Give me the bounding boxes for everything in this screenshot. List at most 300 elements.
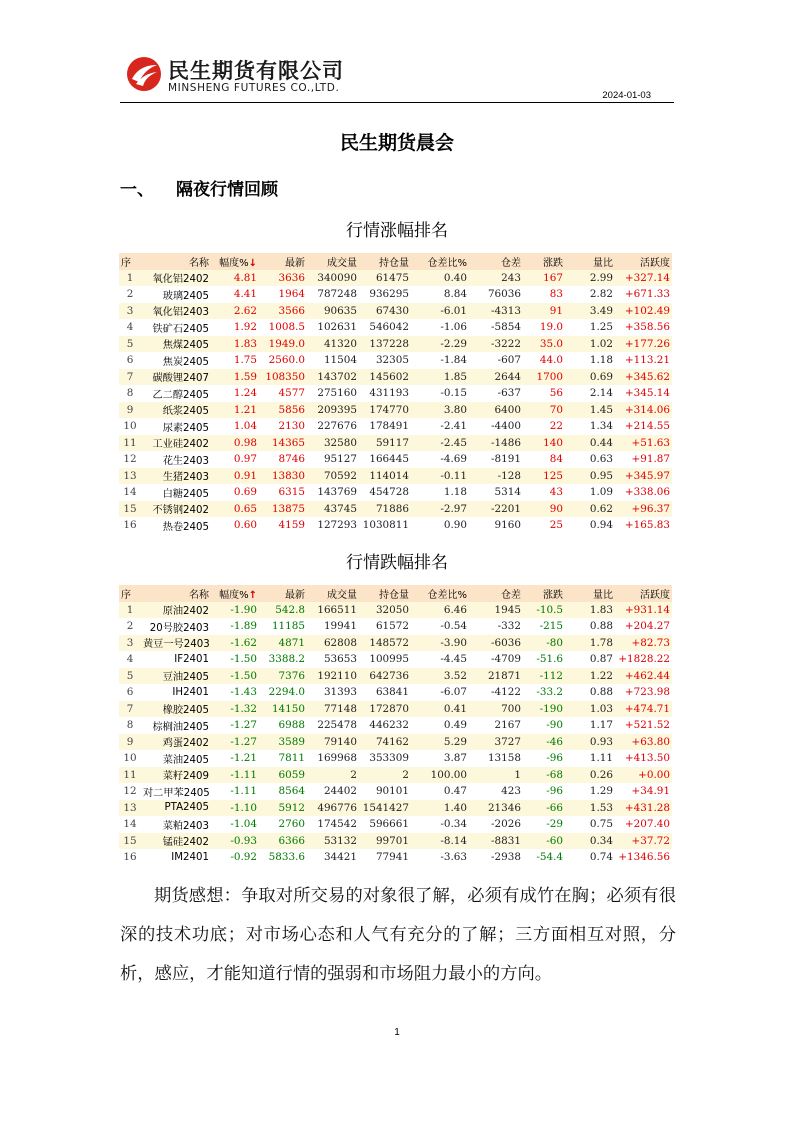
row-oi-diff: 243: [469, 270, 523, 287]
row-oi-diff: -128: [469, 468, 523, 485]
row-oi-diff-ratio: -0.15: [411, 385, 469, 402]
row-change: -33.2: [523, 684, 565, 701]
row-seq: 8: [119, 717, 141, 734]
row-volume: 209395: [307, 402, 359, 419]
row-volume: 102631: [307, 319, 359, 336]
row-latest: 14150: [259, 701, 307, 718]
table-row[interactable]: [119, 767, 672, 784]
row-volume-ratio: 0.26: [565, 767, 615, 784]
col-latest[interactable]: 最新: [259, 585, 307, 602]
row-oi-diff-ratio: -6.01: [411, 303, 469, 320]
row-activity: +34.91: [615, 783, 672, 800]
row-change-pct: 4.81: [211, 270, 259, 287]
row-oi-diff-ratio: 3.52: [411, 668, 469, 685]
row-name: IF2401: [141, 651, 211, 668]
row-seq: 9: [119, 402, 141, 419]
col-name[interactable]: 名称: [141, 253, 211, 270]
row-latest: 6366: [259, 833, 307, 850]
row-change: -46: [523, 734, 565, 751]
table-row[interactable]: [119, 319, 672, 336]
row-oi-diff-ratio: -2.97: [411, 501, 469, 518]
row-oi-diff: -2026: [469, 816, 523, 833]
row-change-pct: 0.98: [211, 435, 259, 452]
row-latest: 2130: [259, 418, 307, 435]
row-name: 氧化铝2402: [141, 270, 211, 287]
table-row[interactable]: [119, 352, 672, 369]
col-name[interactable]: 名称: [141, 585, 211, 602]
row-volume-ratio: 3.49: [565, 303, 615, 320]
row-seq: 14: [119, 816, 141, 833]
row-volume-ratio: 1.45: [565, 402, 615, 419]
section-number: 一、: [120, 180, 154, 200]
row-oi-diff: -4313: [469, 303, 523, 320]
row-volume: 43745: [307, 501, 359, 518]
row-name: 焦炭2405: [141, 352, 211, 369]
row-latest: 5833.6: [259, 849, 307, 866]
row-name: 碳酸锂2407: [141, 369, 211, 386]
row-volume-ratio: 0.75: [565, 816, 615, 833]
row-change: -80: [523, 635, 565, 652]
row-open-interest: 1541427: [359, 800, 411, 817]
row-seq: 4: [119, 651, 141, 668]
row-open-interest: 936295: [359, 286, 411, 303]
col-open-interest[interactable]: 持仓量: [359, 253, 411, 270]
row-change: -66: [523, 800, 565, 817]
company-name-en: MINSHENG FUTURES CO.,LTD.: [168, 82, 340, 94]
row-change-pct: 1.59: [211, 369, 259, 386]
row-latest: 6988: [259, 717, 307, 734]
row-oi-diff-ratio: 6.46: [411, 602, 469, 619]
row-open-interest: 446232: [359, 717, 411, 734]
row-activity: +91.87: [615, 451, 672, 468]
row-open-interest: 642736: [359, 668, 411, 685]
row-open-interest: 32050: [359, 602, 411, 619]
table-row[interactable]: [119, 833, 672, 850]
row-name: 生猪2403: [141, 468, 211, 485]
losers-table-title: 行情跌幅排名: [346, 553, 448, 573]
table-row[interactable]: [119, 800, 672, 817]
row-oi-diff: 423: [469, 783, 523, 800]
row-volume: 53653: [307, 651, 359, 668]
losers-table: [119, 585, 672, 866]
row-seq: 13: [119, 468, 141, 485]
row-change-pct: -1.21: [211, 750, 259, 767]
table-row[interactable]: [119, 451, 672, 468]
row-volume: 70592: [307, 468, 359, 485]
row-name: IM2401: [141, 849, 211, 866]
row-change-pct: -0.92: [211, 849, 259, 866]
row-volume-ratio: 1.22: [565, 668, 615, 685]
row-latest: 8564: [259, 783, 307, 800]
table-row[interactable]: [119, 385, 672, 402]
row-latest: 1008.5: [259, 319, 307, 336]
row-open-interest: 114014: [359, 468, 411, 485]
row-change: 167: [523, 270, 565, 287]
row-open-interest: 353309: [359, 750, 411, 767]
row-seq: 6: [119, 352, 141, 369]
table-row[interactable]: [119, 517, 672, 534]
row-volume-ratio: 1.25: [565, 319, 615, 336]
row-activity: +314.06: [615, 402, 672, 419]
row-volume-ratio: 0.94: [565, 517, 615, 534]
row-open-interest: 61475: [359, 270, 411, 287]
row-open-interest: 100995: [359, 651, 411, 668]
row-change-pct: 0.65: [211, 501, 259, 518]
table-row[interactable]: [119, 501, 672, 518]
row-name: 铁矿石2405: [141, 319, 211, 336]
row-change: 140: [523, 435, 565, 452]
row-latest: 3636: [259, 270, 307, 287]
table-row[interactable]: [119, 402, 672, 419]
row-oi-diff: -4709: [469, 651, 523, 668]
row-change: -215: [523, 618, 565, 635]
row-latest: 6315: [259, 484, 307, 501]
col-seq[interactable]: 序: [119, 585, 141, 602]
table-row[interactable]: [119, 468, 672, 485]
table-row[interactable]: [119, 750, 672, 767]
table-row[interactable]: [119, 369, 672, 386]
row-name: 豆油2405: [141, 668, 211, 685]
row-volume-ratio: 1.78: [565, 635, 615, 652]
row-change-pct: 1.24: [211, 385, 259, 402]
row-change: 1700: [523, 369, 565, 386]
row-oi-diff-ratio: -1.06: [411, 319, 469, 336]
row-seq: 8: [119, 385, 141, 402]
row-oi-diff: -3222: [469, 336, 523, 353]
row-name: 花生2403: [141, 451, 211, 468]
row-activity: +723.98: [615, 684, 672, 701]
row-oi-diff-ratio: 0.90: [411, 517, 469, 534]
row-volume: 227676: [307, 418, 359, 435]
row-volume: 174542: [307, 816, 359, 833]
row-latest: 1949.0: [259, 336, 307, 353]
row-oi-diff: -4122: [469, 684, 523, 701]
row-oi-diff: -8831: [469, 833, 523, 850]
row-seq: 11: [119, 767, 141, 784]
row-change-pct: 1.04: [211, 418, 259, 435]
row-volume: 77148: [307, 701, 359, 718]
row-volume-ratio: 1.34: [565, 418, 615, 435]
row-oi-diff-ratio: 0.41: [411, 701, 469, 718]
col-change-pct-label: 幅度%: [219, 589, 249, 601]
table-row[interactable]: [119, 668, 672, 685]
col-activity[interactable]: 活跃度: [615, 253, 672, 270]
row-activity: +165.83: [615, 517, 672, 534]
col-oi-diff[interactable]: 仓差: [469, 253, 523, 270]
row-latest: 7376: [259, 668, 307, 685]
row-volume: 11504: [307, 352, 359, 369]
row-volume: 787248: [307, 286, 359, 303]
row-change-pct: 1.75: [211, 352, 259, 369]
row-seq: 12: [119, 451, 141, 468]
row-change: 125: [523, 468, 565, 485]
row-volume-ratio: 0.95: [565, 468, 615, 485]
row-change: 22: [523, 418, 565, 435]
row-name: PTA2405: [141, 800, 211, 817]
row-change: 44.0: [523, 352, 565, 369]
row-change-pct: -1.89: [211, 618, 259, 635]
row-activity: +177.26: [615, 336, 672, 353]
row-open-interest: 178491: [359, 418, 411, 435]
row-activity: +431.28: [615, 800, 672, 817]
row-change: 43: [523, 484, 565, 501]
row-volume-ratio: 0.34: [565, 833, 615, 850]
table-row[interactable]: [119, 701, 672, 718]
row-oi-diff: 700: [469, 701, 523, 718]
row-change-pct: -1.11: [211, 767, 259, 784]
table-row[interactable]: [119, 734, 672, 751]
row-oi-diff: 1945: [469, 602, 523, 619]
row-name: IH2401: [141, 684, 211, 701]
row-latest: 7811: [259, 750, 307, 767]
row-change: -96: [523, 750, 565, 767]
row-volume-ratio: 2.82: [565, 286, 615, 303]
row-seq: 15: [119, 833, 141, 850]
row-activity: +1828.22: [615, 651, 672, 668]
col-volume[interactable]: 成交量: [307, 585, 359, 602]
col-volume-ratio[interactable]: 量比: [565, 253, 615, 270]
col-open-interest[interactable]: 持仓量: [359, 585, 411, 602]
row-oi-diff: 13158: [469, 750, 523, 767]
header-date: 2024-01-03: [602, 90, 651, 101]
row-activity: +345.14: [615, 385, 672, 402]
row-open-interest: 2: [359, 767, 411, 784]
row-volume: 340090: [307, 270, 359, 287]
row-open-interest: 148572: [359, 635, 411, 652]
row-volume: 169968: [307, 750, 359, 767]
row-change-pct: 4.41: [211, 286, 259, 303]
row-seq: 13: [119, 800, 141, 817]
row-volume: 225478: [307, 717, 359, 734]
row-seq: 1: [119, 270, 141, 287]
table-row[interactable]: [119, 270, 672, 287]
row-oi-diff-ratio: -4.69: [411, 451, 469, 468]
col-volume-ratio[interactable]: 量比: [565, 585, 615, 602]
gainers-table: [119, 253, 672, 534]
row-volume-ratio: 0.74: [565, 849, 615, 866]
row-name: 对二甲苯2405: [141, 783, 211, 800]
row-open-interest: 32305: [359, 352, 411, 369]
table-row[interactable]: [119, 783, 672, 800]
company-logo: [126, 56, 366, 100]
row-volume-ratio: 0.62: [565, 501, 615, 518]
table-row[interactable]: [119, 849, 672, 866]
table-row[interactable]: [119, 684, 672, 701]
col-change-pct[interactable]: [211, 585, 259, 602]
table-row[interactable]: [119, 635, 672, 652]
row-activity: +204.27: [615, 618, 672, 635]
table-row[interactable]: [119, 618, 672, 635]
row-oi-diff-ratio: -0.34: [411, 816, 469, 833]
row-volume: 90635: [307, 303, 359, 320]
row-change-pct: -1.43: [211, 684, 259, 701]
row-volume-ratio: 2.99: [565, 270, 615, 287]
row-oi-diff-ratio: 1.18: [411, 484, 469, 501]
row-change-pct: 0.69: [211, 484, 259, 501]
table-row[interactable]: [119, 435, 672, 452]
row-activity: +413.50: [615, 750, 672, 767]
table-header-row: [119, 253, 672, 270]
row-volume: 2: [307, 767, 359, 784]
row-open-interest: 172870: [359, 701, 411, 718]
row-latest: 3589: [259, 734, 307, 751]
col-seq[interactable]: 序: [119, 253, 141, 270]
row-oi-diff-ratio: 1.85: [411, 369, 469, 386]
row-oi-diff: -5854: [469, 319, 523, 336]
row-oi-diff: -637: [469, 385, 523, 402]
table-row[interactable]: [119, 816, 672, 833]
row-volume: 143769: [307, 484, 359, 501]
col-activity[interactable]: 活跃度: [615, 585, 672, 602]
row-activity: +345.62: [615, 369, 672, 386]
row-seq: 1: [119, 602, 141, 619]
row-latest: 2760: [259, 816, 307, 833]
row-name: 尿素2405: [141, 418, 211, 435]
table-row[interactable]: [119, 602, 672, 619]
row-oi-diff: 3727: [469, 734, 523, 751]
row-change: 19.0: [523, 319, 565, 336]
row-change: -60: [523, 833, 565, 850]
col-change-pct[interactable]: [211, 253, 259, 270]
row-oi-diff: -2201: [469, 501, 523, 518]
row-seq: 3: [119, 303, 141, 320]
row-oi-diff-ratio: 0.47: [411, 783, 469, 800]
row-volume-ratio: 0.88: [565, 684, 615, 701]
row-seq: 7: [119, 369, 141, 386]
row-oi-diff-ratio: 100.00: [411, 767, 469, 784]
row-activity: +462.44: [615, 668, 672, 685]
row-volume: 192110: [307, 668, 359, 685]
page-number: 1: [394, 1027, 400, 1038]
row-latest: 13830: [259, 468, 307, 485]
row-oi-diff-ratio: -4.45: [411, 651, 469, 668]
row-open-interest: 174770: [359, 402, 411, 419]
row-oi-diff-ratio: 3.80: [411, 402, 469, 419]
row-activity: +474.71: [615, 701, 672, 718]
row-volume-ratio: 1.29: [565, 783, 615, 800]
minsheng-logo-icon: [126, 56, 162, 92]
row-oi-diff: 2167: [469, 717, 523, 734]
row-volume-ratio: 1.03: [565, 701, 615, 718]
row-oi-diff: -332: [469, 618, 523, 635]
row-open-interest: 67430: [359, 303, 411, 320]
row-volume-ratio: 1.11: [565, 750, 615, 767]
row-name: 焦煤2405: [141, 336, 211, 353]
row-seq: 2: [119, 618, 141, 635]
row-oi-diff-ratio: -3.63: [411, 849, 469, 866]
row-change: 91: [523, 303, 565, 320]
col-volume[interactable]: 成交量: [307, 253, 359, 270]
row-seq: 10: [119, 750, 141, 767]
row-seq: 2: [119, 286, 141, 303]
row-seq: 12: [119, 783, 141, 800]
table-row[interactable]: [119, 286, 672, 303]
row-activity: +1346.56: [615, 849, 672, 866]
row-change-pct: 1.92: [211, 319, 259, 336]
row-activity: +338.06: [615, 484, 672, 501]
row-name: 锰硅2402: [141, 833, 211, 850]
row-volume-ratio: 1.18: [565, 352, 615, 369]
row-change-pct: -1.10: [211, 800, 259, 817]
row-change: -96: [523, 783, 565, 800]
row-oi-diff: -1486: [469, 435, 523, 452]
col-oi-diff[interactable]: 仓差: [469, 585, 523, 602]
row-activity: +327.14: [615, 270, 672, 287]
row-volume: 62808: [307, 635, 359, 652]
row-latest: 14365: [259, 435, 307, 452]
table-row[interactable]: [119, 303, 672, 320]
row-change-pct: -1.11: [211, 783, 259, 800]
row-seq: 7: [119, 701, 141, 718]
row-open-interest: 137228: [359, 336, 411, 353]
row-activity: +96.37: [615, 501, 672, 518]
row-name: 氧化铝2403: [141, 303, 211, 320]
table-row[interactable]: [119, 717, 672, 734]
row-change-pct: 1.83: [211, 336, 259, 353]
row-oi-diff-ratio: 1.40: [411, 800, 469, 817]
document-title: 民生期货晨会: [339, 132, 454, 154]
row-change: 56: [523, 385, 565, 402]
gainers-table-title: 行情涨幅排名: [346, 221, 448, 241]
row-oi-diff: 6400: [469, 402, 523, 419]
row-open-interest: 61572: [359, 618, 411, 635]
row-oi-diff: 9160: [469, 517, 523, 534]
row-oi-diff-ratio: -2.29: [411, 336, 469, 353]
row-activity: +521.52: [615, 717, 672, 734]
row-volume: 127293: [307, 517, 359, 534]
row-name: 工业硅2402: [141, 435, 211, 452]
table-row[interactable]: [119, 336, 672, 353]
col-change[interactable]: 涨跌: [523, 585, 565, 602]
table-row[interactable]: [119, 484, 672, 501]
row-change: -68: [523, 767, 565, 784]
row-change: 70: [523, 402, 565, 419]
row-change-pct: -1.32: [211, 701, 259, 718]
row-latest: 2294.0: [259, 684, 307, 701]
table-row[interactable]: [119, 651, 672, 668]
row-change-pct: 0.97: [211, 451, 259, 468]
row-open-interest: 59117: [359, 435, 411, 452]
row-change-pct: -0.93: [211, 833, 259, 850]
table-header-row: [119, 585, 672, 602]
row-change-pct: 1.21: [211, 402, 259, 419]
row-volume: 95127: [307, 451, 359, 468]
row-oi-diff-ratio: -6.07: [411, 684, 469, 701]
col-oi-diff-ratio[interactable]: 仓差比%: [411, 585, 469, 602]
row-oi-diff: -2938: [469, 849, 523, 866]
row-volume-ratio: 0.93: [565, 734, 615, 751]
row-oi-diff: 76036: [469, 286, 523, 303]
row-seq: 6: [119, 684, 141, 701]
row-volume-ratio: 0.69: [565, 369, 615, 386]
row-change: -54.4: [523, 849, 565, 866]
row-volume: 31393: [307, 684, 359, 701]
row-activity: +214.55: [615, 418, 672, 435]
col-oi-diff-ratio[interactable]: 仓差比%: [411, 253, 469, 270]
table-row[interactable]: [119, 418, 672, 435]
row-oi-diff-ratio: -3.90: [411, 635, 469, 652]
row-seq: 9: [119, 734, 141, 751]
row-activity: +63.80: [615, 734, 672, 751]
row-seq: 5: [119, 336, 141, 353]
row-name: 菜粕2403: [141, 816, 211, 833]
row-activity: +0.00: [615, 767, 672, 784]
row-open-interest: 596661: [359, 816, 411, 833]
row-seq: 10: [119, 418, 141, 435]
col-latest[interactable]: 最新: [259, 253, 307, 270]
row-change-pct: -1.50: [211, 668, 259, 685]
col-change[interactable]: 涨跌: [523, 253, 565, 270]
